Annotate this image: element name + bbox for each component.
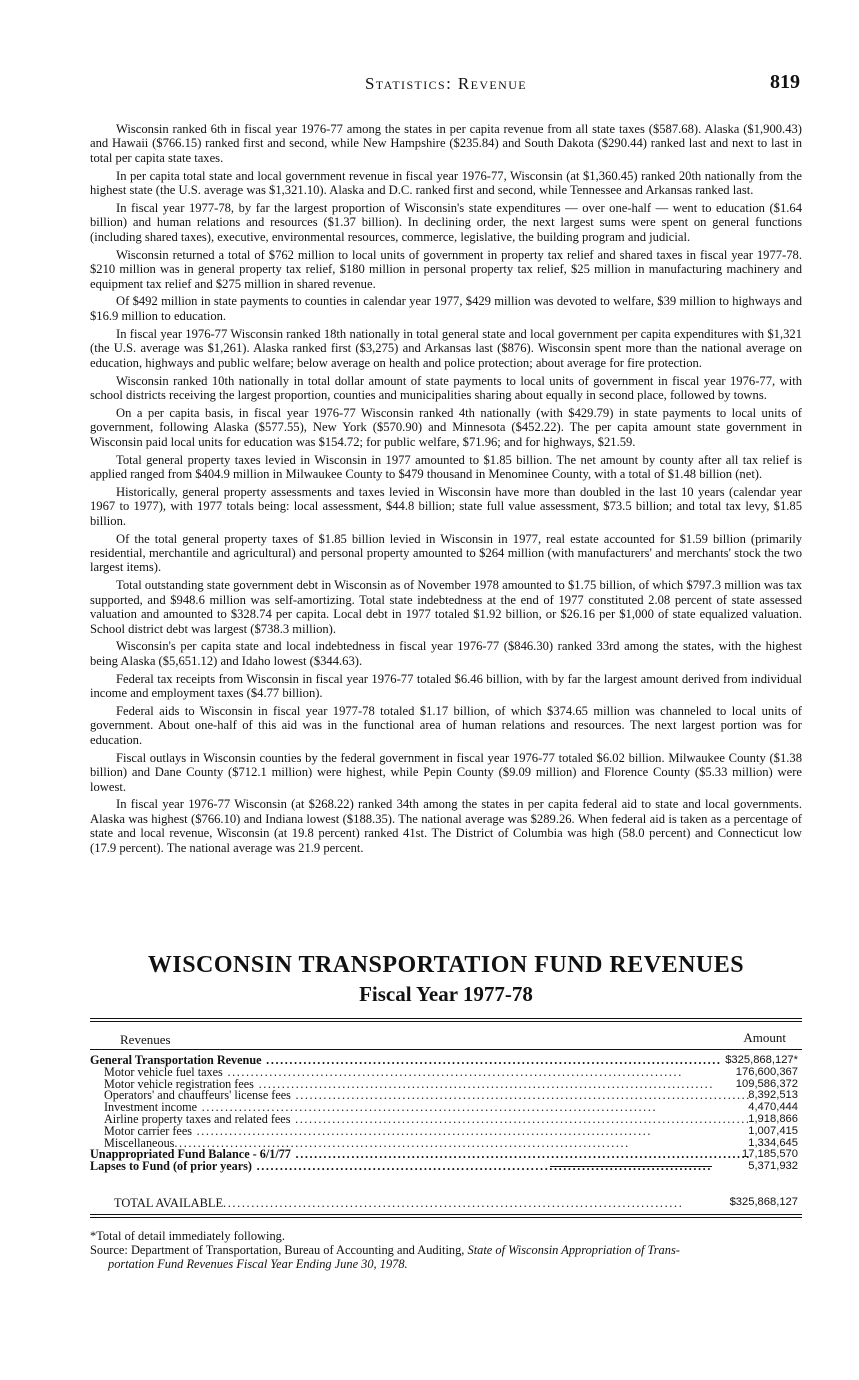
row-label: Operators' and chauffeurs' license fees .................................................................................................. bbox=[104, 1088, 751, 1103]
table-body bbox=[90, 1054, 802, 1172]
paragraph: In fiscal year 1976-77 Wisconsin ranked 18th nationally in total general state and local government per capita expenditures with $1,321 (the U.S. average was $1,261). Alaska ranked first ($3,275) and Arkansas last ($876). Wisconsin spent more than the national average on education, highways and public welfare; below average on health and police protection; about average for fire protection. bbox=[90, 326, 802, 370]
paragraph: Wisconsin ranked 6th in fiscal year 1976-77 among the states in per capita revenue from all state taxes ($587.68). Alaska ($1,900.43) and Hawaii ($766.15) ranked first and second, while New Hampshire ($235.84) and South Dakota ($290.44) ranked last and next to last in total per capita state taxes. bbox=[90, 122, 802, 165]
paragraph: Historically, general property assessments and taxes levied in Wisconsin have more than doubled in the last 10 years (calendar year 1967 to 1977), with 1977 totals being: local assessment, $44.8 billion; state full value assessment, $73.5 billion; and total tax levy, $1.85 billion. bbox=[90, 484, 802, 528]
row-amount: 1,334,645 bbox=[748, 1136, 798, 1149]
row-amount: 109,586,372 bbox=[735, 1077, 798, 1090]
row-label: Lapses to Fund (of prior years) .................................................................................................. bbox=[90, 1159, 712, 1174]
row-label: Motor carrier fees .................................................................................................. bbox=[104, 1123, 653, 1138]
total-label: TOTAL AVAILABLE.................................................................................................. bbox=[114, 1196, 684, 1210]
row-label: Investment income .................................................................................................. bbox=[104, 1100, 658, 1115]
paragraph: In fiscal year 1977-78, by far the largest proportion of Wisconsin's state expenditures — over one-half — went to education ($1.64 billion) and human relations and resources ($1.37 billion). In declining order, the next largest sums were spent on general functions (including shared taxes), executive, environmental resources, commerce, legislative, the building program and judicial. bbox=[90, 201, 802, 244]
row-amount: 176,600,367 bbox=[735, 1065, 798, 1078]
column-header-revenues: Revenues bbox=[120, 1032, 171, 1047]
footnote: *Total of detail immediately following. bbox=[90, 1229, 285, 1243]
column-header-amount: Amount bbox=[743, 1030, 786, 1045]
source-prefix: Source: Department of Transportation, Bureau of Accounting and Auditing, bbox=[90, 1243, 468, 1257]
table-bottom-rule bbox=[90, 1214, 802, 1218]
body-text bbox=[90, 122, 802, 859]
paragraph: On a per capita basis, in fiscal year 1976-77 Wisconsin ranked 4th nationally (with $429.79) in state payments to local units of government, following Alaska ($577.55), New York ($570.90) and Minnesota ($452.22). The per capita amount state government in Wisconsin paid local units for education was $154.72; for public welfare, $71.96; and for highways, $21.59. bbox=[90, 405, 802, 449]
paragraph: Total general property taxes levied in Wisconsin in 1977 amounted to $1.85 billion. The net amount by county after all tax relief is applied ranged from $404.9 million in Milwaukee County to $479 thousand in Menominee County, with a total of $1.48 billion (net). bbox=[90, 452, 802, 481]
paragraph: Wisconsin ranked 10th nationally in total dollar amount of state payments to local units of government in fiscal year 1976-77, with school districts receiving the largest proportion, counties and municipalities sharing about equally in second place, followed by towns. bbox=[90, 373, 802, 402]
row-label: Unappropriated Fund Balance - 6/1/77 .................................................................................................. bbox=[90, 1147, 751, 1162]
row-amount: 5,371,932 bbox=[748, 1160, 798, 1173]
paragraph: Federal tax receipts from Wisconsin in fiscal year 1976-77 totaled $6.46 billion, with by far the largest amount derived from individual income and employment taxes ($4.77 billion). bbox=[90, 671, 802, 701]
row-amount: $325,868,127* bbox=[725, 1054, 798, 1066]
row-label: Miscellaneous.................................................................................................. bbox=[104, 1135, 630, 1150]
table-subtitle: Fiscal Year 1977-78 bbox=[359, 982, 533, 1006]
table-header-rule bbox=[90, 1049, 802, 1050]
row-label: Motor vehicle registration fees .................................................................................................. bbox=[104, 1076, 714, 1091]
paragraph: Of $492 million in state payments to counties in calendar year 1977, $429 million was devoted to welfare, $39 million to highways and $16.9 million to education. bbox=[90, 294, 802, 323]
paragraph: Federal aids to Wisconsin in fiscal year 1977-78 totaled $1.17 billion, of which $374.65 million was channeled to local units of government. About one-half of this aid was in the functional area of human relations and resources. The next largest portion was for education. bbox=[90, 704, 802, 747]
row-amount: 4,470,444 bbox=[748, 1101, 798, 1114]
table-title: WISCONSIN TRANSPORTATION FUND REVENUES bbox=[147, 952, 745, 978]
revenue-table bbox=[90, 1018, 802, 1174]
paragraph: In per capita total state and local government revenue in fiscal year 1976-77, Wisconsin (at $1,360.45) ranked 20th nationally from the highest state (the U.S. average was $1,321.10). Alaska and D.C. ranked first and second, while Tennessee and Arkansas ranked last. bbox=[90, 168, 802, 198]
row-amount: 8,392,513 bbox=[748, 1089, 798, 1102]
table-header-row bbox=[90, 1022, 802, 1052]
page-number: 819 bbox=[770, 71, 800, 93]
paragraph: Of the total general property taxes of $1.85 billion levied in Wisconsin in 1977, real estate accounted for $1.59 billion (primarily residential, merchantile and agricultural) and personal property amounted to $264 million (with manufacturers' and merchants' stock the two largest items). bbox=[90, 531, 802, 575]
source-title-part2: portation Fund Revenues Fiscal Year Ending June 30, 1978. bbox=[108, 1257, 408, 1271]
running-head bbox=[90, 71, 802, 98]
total-row bbox=[90, 1196, 802, 1210]
paragraph: Total outstanding state government debt in Wisconsin as of November 1978 amounted to $1.75 billion, of which $797.3 million was tax supported, and $948.6 million was self-amortizing. Total state indebtedness at the end of 1977 constituted 2.08 percent of state assessed valuation and amounted to $328.74 per capita. Local debt in 1977 totaled $1.92 billion, or $26.16 per $1,000 of state equalized valuation. School district debt was largest ($738.3 million). bbox=[90, 578, 802, 636]
source-note bbox=[90, 1243, 802, 1271]
paragraph: Fiscal outlays in Wisconsin counties by the federal government in fiscal year 1976-77 totaled $6.02 billion. Milwaukee County ($1.38 billion) and Dane County ($712.1 million) were highest, while Pepin County ($9.09 million) and Florence County ($5.33 million) were lowest. bbox=[90, 750, 802, 794]
row-amount: 1,007,415 bbox=[748, 1124, 798, 1137]
section-title: Statistics: Revenue bbox=[364, 74, 528, 93]
total-amount: $325,868,127 bbox=[729, 1196, 798, 1208]
row-label: Motor vehicle fuel taxes .................................................................................................. bbox=[104, 1064, 683, 1079]
row-amount: 1,918,866 bbox=[748, 1112, 798, 1125]
source-title-part1: State of Wisconsin Appropriation of Trans- bbox=[467, 1243, 680, 1257]
paragraph: Wisconsin returned a total of $762 million to local units of government in property tax relief and shared taxes in fiscal year 1977-78. $210 million was in general property tax relief, $180 million in personal property tax relief, $25 million in manufacturing machinery and equipment tax relief and $275 million in shared revenue. bbox=[90, 247, 802, 291]
row-label: Airline property taxes and related fees .................................................................................................. bbox=[104, 1111, 751, 1126]
row-label: General Transportation Revenue .................................................................................................. bbox=[90, 1053, 722, 1067]
total-rule bbox=[550, 1166, 712, 1167]
paragraph: In fiscal year 1976-77 Wisconsin (at $268.22) ranked 34th among the states in per capita federal aid to state and local governments. Alaska was highest ($766.10) and Indiana lowest ($188.35). The national average was $289.26. When federal aid is taken as a percentage of state and local revenue, Wisconsin (at 19.8 percent) ranked 41st. The District of Columbia was high (58.0 percent) and Connecticut low (17.9 percent). The national average was 21.9 percent. bbox=[90, 797, 802, 855]
paragraph: Wisconsin's per capita state and local indebtedness in fiscal year 1976-77 ($846.30) ranked 33rd among the states, with the highest being Alaska ($5,651.12) and Idaho lowest ($344.63). bbox=[90, 639, 802, 668]
row-amount: 17,185,570 bbox=[742, 1148, 798, 1161]
